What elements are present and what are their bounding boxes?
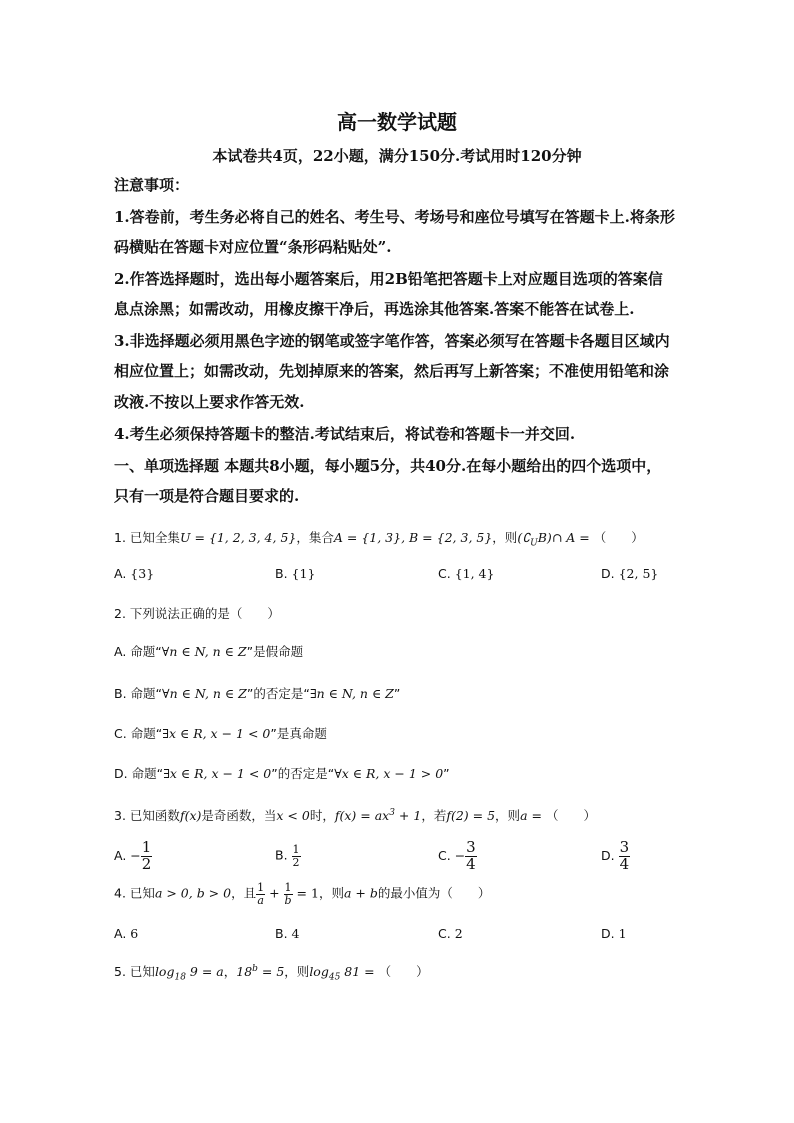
question-3-options [114,836,704,876]
page-title: 高一数学试题 [337,110,457,134]
option-a: A. {3} [114,566,155,581]
option-b: B. {1} [275,566,316,581]
notice-3-line-1: 3.非选择题必须用黑色字迹的钢笔或签字笔作答，答案必须写在答题卡各题目区域内 [114,332,670,350]
question-4-stem: 4. 已知a > 0, b > 0，且 $\frac{1}{a}$ + $\frac{1}{b}$ = 1，则a + b的最小值为（ ） [114,881,491,907]
math-fraction-1-over-a: $\frac{1}{a}$ [257,881,265,907]
section-1-heading-line-1: 一、单项选择题 本题共8小题，每小题5分，共40分.在每小题给出的四个选项中， [114,457,662,475]
question-1-stem [114,528,704,549]
math-sum: a + b [343,885,378,901]
question-4-options [114,926,704,956]
question-number: 1. [114,530,126,545]
math-definition: $f(x) = ax^3 + 1$ [334,807,422,823]
question-1-options [114,566,704,596]
notice-3-line-3: 改液.不按以上要求作答无效. [114,393,305,411]
option-a: A. − $\frac{1}{2}$ [114,838,152,873]
question-5-stem: 5. 已知$\log_{18} 9 = a$，$18^b = 5$，则$\log_{45} 81$ = （ ） [114,963,429,983]
math-sets: A = {1, 3}, B = {2, 3, 5} [333,530,493,545]
option-d: D. {2, 5} [601,566,659,581]
math-fx: f(x) [179,808,202,823]
math-fraction-1-over-b: $\frac{1}{b}$ [284,881,292,907]
notice-1-line-2: 码横贴在答题卡对应位置“条形码粘贴处”. [114,238,392,256]
section-1-heading-line-2: 只有一项是符合题目要求的. [114,487,300,505]
math-condition: x < 0 [276,808,310,823]
question-text: ，则 [492,530,518,545]
exam-subtitle: 本试卷共4页，22小题，满分150分.考试用时120分钟 [212,147,582,165]
question-2-option-c: C. 命题“∃x ∈ R, x − 1 < 0”是真命题 [114,726,327,741]
math-condition: a > 0, b > 0 [154,885,232,901]
option-a: A. 6 [114,926,139,941]
answer-parentheses: （ ） [593,530,644,545]
question-2-stem [114,604,704,622]
notice-1-line-1: 1.答卷前，考生务必将自己的姓名、考生号、考场号和座位号填写在答题卡上.将条形 [114,208,675,226]
math-f2: f(2) = 5 [446,808,496,823]
option-c: C. {1, 4} [438,566,495,581]
option-d: D. 1 [601,926,627,941]
notice-3-line-2: 相应位置上；如需改动，先划掉原来的答案，然后再写上新答案；不准使用铅笔和涂 [114,362,670,380]
math-universe-set: U = {1, 2, 3, 4, 5} [179,530,297,545]
question-number: 2. [114,606,126,621]
question-number: 3. [114,808,126,823]
question-text: 已知全集 [129,530,180,545]
notice-4-line-1: 4.考生必须保持答题卡的整洁.考试结束后，将试卷和答题卡一并交回. [114,425,576,443]
question-2-option-d: D. 命题“∃x ∈ R, x − 1 < 0”的否定是“∀x ∈ R, x − 1 > 0” [114,766,450,781]
notice-2-line-1: 2.作答选择题时，选出每小题答案后，用2B铅笔把答题卡上对应题目选项的答案信 [114,270,663,288]
math-log-45: $\log_{45} 81$ = [309,964,375,983]
option-c: C. − $\frac{3}{4}$ [438,838,476,873]
question-text: ，集合 [296,530,334,545]
math-power: $18^b = 5$ [236,963,285,979]
option-c: C. 2 [438,926,463,941]
question-text: 下列说法正确的是（ ） [129,606,280,621]
notice-2-line-2: 息点涂黑；如需改动，用橡皮擦干净后，再选涂其他答案.答案不能答在试卷上. [114,300,635,318]
question-number: 5. [114,964,126,979]
option-d: D. $\frac{3}{4}$ [601,838,630,873]
option-b: B. 4 [275,926,300,941]
math-log-18: $\log_{18} 9 = a$ [154,964,224,983]
answer-parentheses: （ ） [378,964,429,979]
question-2-option-b: B. 命题“∀n ∈ N, n ∈ Z”的否定是“∃n ∈ N, n ∈ Z” [114,686,401,701]
notice-heading: 注意事项： [114,176,190,194]
option-b: B. $\frac{1}{2}$ [275,843,300,869]
answer-parentheses: （ ） [545,808,596,823]
question-2-option-a: A. 命题“∀n ∈ N, n ∈ Z”是假命题 [114,644,304,659]
math-ask: a = [520,808,542,823]
question-number: 4. [114,885,126,901]
question-3-stem: 3. 已知函数f(x)是奇函数，当x < 0时，$f(x) = ax^3 + 1$，若f(2) = 5，则a = （ ） [114,807,596,823]
math-complement-expr: $(∁_UB)\cap$ A = [517,530,590,549]
